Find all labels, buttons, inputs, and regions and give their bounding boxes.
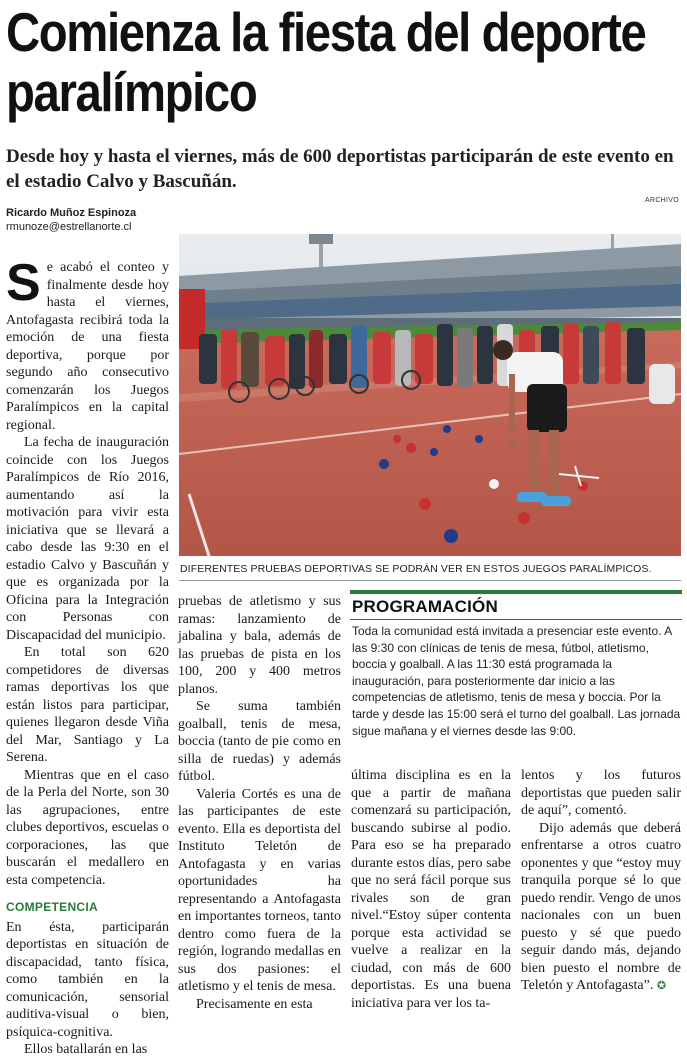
programacion-title: PROGRAMACIÓN bbox=[352, 597, 498, 616]
end-of-article-icon: ✪ bbox=[656, 979, 667, 992]
photo-caption: DIFERENTES PRUEBAS DEPORTIVAS SE PODRÁN VER EN ESTOS JUEGOS PARALÍMPICOS. bbox=[180, 563, 652, 575]
paragraph: En total son 620 competidores de diversas ramas deportivas los que están listos para participar, quienes llegaron desde Viña del Mar, Santiago y La Serena. bbox=[6, 645, 169, 765]
caption-divider bbox=[179, 580, 681, 581]
programacion-text: Toda la comunidad está invitada a presenciar este evento. A las 9:30 con clínicas de tenis de mesa, fútbol, atletismo, boccia y goalball. A las 11:30 está programada la inauguración, para posteriormente dar inicio a las competencias de atletismo, tenis de mesa y boccia. Por la tarde y desde las 15:00 será el turno del goalball. Las jornada sigue mañana y el viernes desde las 9:00. bbox=[352, 624, 681, 738]
paragraph: última disciplina es en la que a partir de mañana comenzará su participación, buscando subirse al podio. Para eso se ha preparado durante estos días, pero sabe que no será fácil porque sus rivales son de gran nivel.“Estoy súper contenta porque esta actividad se vuelve a realizar en la ciudad, con más de 600 deportistas. Es una buena iniciativa para ver los ta- bbox=[351, 768, 511, 1011]
paragraph: La fecha de inauguración coincide con los Juegos Paralímpicos de Río 2016, aumentando así la motivación para vivir esta iniciativa que se llevará a cabo desde las 9:30 en el estadio Calvo y Bascuñán y que es organizada por la Oficina para la Integración con Personas con Discapacidad del municipio. bbox=[6, 435, 169, 643]
article-column-1 bbox=[6, 254, 169, 1059]
programacion-box bbox=[350, 590, 682, 742]
programacion-accent-bar bbox=[350, 590, 682, 594]
author-email: rmunoze@estrellanorte.cl bbox=[6, 221, 132, 233]
paragraph: pruebas de atletismo y sus ramas: lanzamiento de jabalina y bala, además de las pruebas de pista en los 100, 200 y 400 metros planos. bbox=[178, 594, 341, 697]
lead-text: e acabó el conteo y finalmente desde hoy hasta el viernes, Antofagasta recibirá toda la emoción de una fiesta deportiva, porque por segundo año consecutivo comenzarán los Juegos Paralímpicos en la capital regional. bbox=[6, 260, 169, 433]
closing-text: Dijo además que deberá enfrentarse a otros cuatro oponentes y que “estoy muy tranquila porque sé lo que puedo rendir. Vengo de unos nacionales con un buen puesto y sé que puedo seguir dando más, dejando bien puesto el nombre de Teletón y Antofagasta”. bbox=[521, 820, 681, 993]
section-heading: COMPETENCIA bbox=[6, 900, 98, 914]
paragraph: lentos y los futuros deportistas que pueden salir de aquí”, comentó. bbox=[521, 768, 681, 818]
boccia-photo-illustration bbox=[179, 234, 681, 556]
paragraph: En ésta, participarán deportistas en situación de discapacidad, tanto física, como también en la comunicación, sensorial auditiva-visual o bien, psíquica-cognitiva. bbox=[6, 919, 169, 1040]
photo-credit: ARCHIVO bbox=[645, 197, 679, 204]
article-column-4 bbox=[521, 767, 681, 995]
paragraph: Precisamente en esta bbox=[196, 996, 313, 1012]
paragraph: Se suma también goalball, tenis de mesa, boccia (tanto de pie como en silla de ruedas) y además fútbol. bbox=[178, 699, 341, 784]
paragraph bbox=[521, 820, 681, 995]
drop-cap: S bbox=[6, 254, 41, 312]
article-column-2 bbox=[178, 593, 341, 1013]
boccia-photo bbox=[179, 234, 681, 556]
paragraph: Mientras que en el caso de la Perla del Norte, son 30 las agrupaciones, entre clubes deportivos, escuelas o corporaciones, las que buscarán el medallero en esta competencia. bbox=[6, 767, 169, 888]
paragraph: Ellos batallarán en las bbox=[24, 1042, 148, 1057]
headline: Comienza la fiesta del deporte paralímpico bbox=[6, 1, 646, 123]
paragraph: Valeria Cortés es una de las participantes de este evento. Ella es deportista del Instituto Teletón de Antofagasta y en varias oportunidades ha representando a Antofagasta en importantes torneos, tanto dentro como fuera de la región, logrando medallas en sus dos pasiones: el atletismo y el tenis de mesa. bbox=[178, 786, 341, 994]
author-name: Ricardo Muñoz Espinoza bbox=[6, 207, 137, 219]
lead-paragraph bbox=[6, 254, 169, 434]
programacion-divider bbox=[350, 619, 682, 620]
article-column-3 bbox=[351, 767, 511, 1012]
subheadline: Desde hoy y hasta el viernes, más de 600 deportistas participarán de este evento en el estadio Calvo y Bascuñán. bbox=[6, 146, 674, 192]
